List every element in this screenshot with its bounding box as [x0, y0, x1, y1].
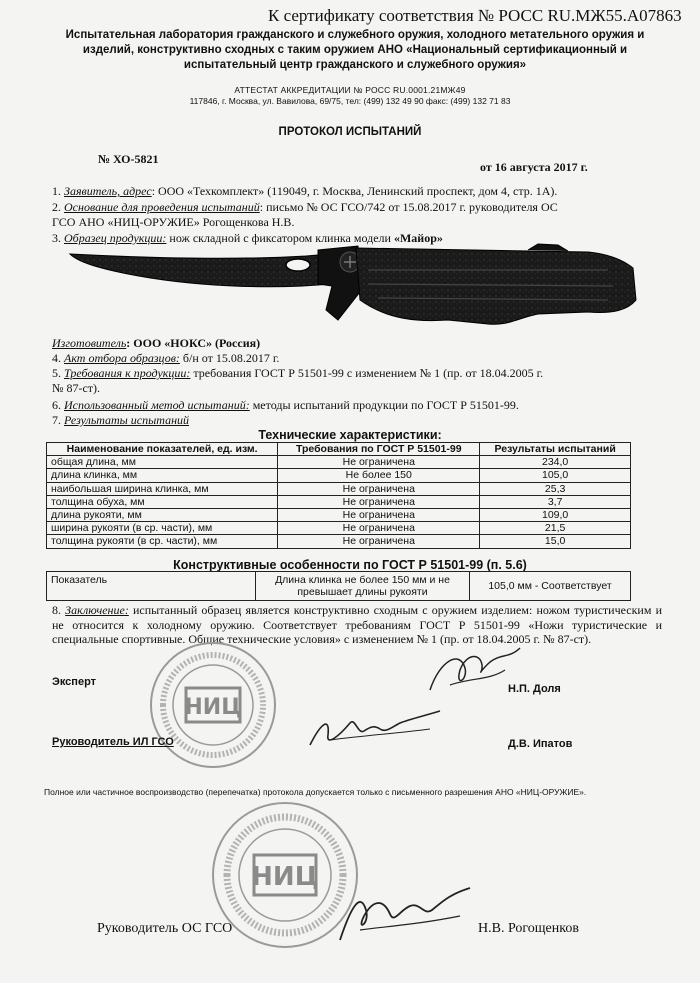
construct-col-parameter: Показатель — [47, 572, 256, 601]
protocol-number: № ХО-5821 — [98, 152, 159, 166]
sample-text: нож складной с фиксатором клинка модели — [166, 231, 394, 245]
sample-model: «Майор» — [393, 231, 443, 245]
tech-col-result: Результаты испытаний — [480, 443, 631, 456]
conclusion-text: испытанный образец является конструктивно сходным с оружием изделием: ножом туристическим и не относится к холодному оружию. Соответствует требованиям ГОСТ Р 51501-99 «Ножи туристические и специальные спортивные. Общие технические условия» с изменением № 1 (пр. от 18.04.2005 г. № 87-ст). — [52, 603, 663, 646]
basis-text: : письмо № ОС ГСО/742 от 15.08.2017 г. руководителя ОС — [259, 200, 558, 214]
row-requirement: Не ограничена — [278, 482, 480, 495]
table-row — [47, 495, 631, 508]
basis-label: Основание для проведения испытаний — [64, 200, 260, 214]
tech-col-name: Наименование показателей, ед. изм. — [47, 443, 278, 456]
row-result: 234,0 — [480, 456, 631, 469]
method-text: методы испытаний продукции по ГОСТ Р 51501-99. — [249, 398, 519, 412]
lab-address: 117846, г. Москва, ул. Вавилова, 69/75, тел: (499) 132 49 90 факс: (499) 132 71 83 — [189, 96, 511, 106]
item-sample: 3. Образец продукции: нож складной с фиксатором клинка модели «Майор» — [52, 231, 443, 245]
tech-col-requirement: Требования по ГОСТ Р 51501-99 — [278, 443, 480, 456]
item-manufacturer — [52, 336, 662, 351]
row-parameter: толщина обуха, мм — [47, 495, 278, 508]
construct-col-result: 105,0 мм - Соответствует — [470, 572, 631, 601]
laboratory-name — [60, 28, 650, 73]
method-label: Использованный метод испытаний: — [64, 398, 250, 412]
lab-head-signature — [300, 705, 450, 755]
row-result: 15,0 — [480, 535, 631, 548]
table-row — [47, 509, 631, 522]
conclusion: 8. Заключение: испытанный образец является конструктивно сходным с оружием изделием: ножом туристическим и не относится к холодному оружию. Соответствует требованиям ГОСТ Р 51501-99 «Ножи туристические и специальные спортивные. Общие технические условия» с изменением № 1 (пр. от 18.04.2005 г. № 87-ст). — [52, 603, 663, 646]
item-applicant: 1. Заявитель, адрес: ООО «Техкомплект» (119049, г. Москва, Ленинский проспект, дом 4, стр. 1А). — [52, 184, 558, 198]
item-requirements: 5. Требования к продукции: требования ГОСТ Р 51501-99 с изменением № 1 (пр. от 18.04.2005 г. № 87-ст). — [52, 366, 544, 395]
construct-heading: Конструктивные особенности по ГОСТ Р 51501-99 (п. 5.6) — [173, 558, 527, 572]
table-row — [47, 572, 631, 601]
row-requirement: Не ограничена — [278, 495, 480, 508]
certificate-reference: К сертификату соответствия № РОСС RU.МЖ55.А07863 — [268, 6, 682, 25]
stamp-center-text: НИЦ — [184, 695, 242, 720]
requirements-label: Требования к продукции: — [64, 366, 191, 380]
organization-stamp — [148, 640, 278, 770]
row-parameter: наибольшая ширина клинка, мм — [47, 482, 278, 495]
row-parameter: толщина рукояти (в ср. части), мм — [47, 535, 278, 548]
lab-line-1: Испытательная лаборатория гражданского и служебного оружия, холодного метательного оружия и — [65, 29, 645, 41]
table-row — [47, 482, 631, 495]
row-parameter: длина рукояти, мм — [47, 509, 278, 522]
row-requirement: Не ограничена — [278, 456, 480, 469]
lab-head-label: Руководитель ИЛ ГСО — [52, 736, 174, 748]
row-parameter: длина клинка, мм — [47, 469, 278, 482]
row-requirement: Не ограничена — [278, 509, 480, 522]
row-result: 21,5 — [480, 522, 631, 535]
tech-table — [46, 442, 631, 549]
item-basis: 2. Основание для проведения испытаний: письмо № ОС ГСО/742 от 15.08.2017 г. руководителя ОС ГСО АНО «НИЦ-ОРУЖИЕ» Рогощенкова Н.В. — [52, 200, 558, 229]
tech-table-header — [47, 443, 631, 456]
knife-photo — [68, 240, 648, 340]
os-head-name: Н.В. Рогощенков — [478, 921, 579, 936]
item-method: 6. Использованный метод испытаний: методы испытаний продукции по ГОСТ Р 51501-99. — [52, 398, 519, 412]
item-sampling-act: 4. Акт отбора образцов: б/н от 15.08.2017 г. — [52, 351, 280, 365]
protocol-date: от 16 августа 2017 г. — [480, 160, 588, 174]
accreditation-block — [120, 85, 580, 107]
lab-line-3: испытательный центр гражданского и служебного оружия» — [183, 59, 527, 71]
table-row — [47, 522, 631, 535]
manufacturer-label: Изготовитель — [52, 336, 127, 350]
applicant-label: Заявитель, адрес — [64, 184, 152, 198]
manufacturer-text: : ООО «НОКС» (Россия) — [126, 336, 261, 350]
sampling-act-text: б/н от 15.08.2017 г. — [179, 351, 280, 365]
construct-col-requirement: Длина клинка не более 150 мм и не превышает длины рукояти — [256, 572, 470, 601]
sampling-act-label: Акт отбора образцов: — [64, 351, 180, 365]
sample-label: Образец продукции: — [64, 231, 167, 245]
expert-name: Н.П. Доля — [508, 683, 561, 695]
results-label: Результаты испытаний — [64, 413, 190, 427]
os-head-label: Руководитель ОС ГСО — [97, 921, 233, 936]
table-row — [47, 469, 631, 482]
os-head-signature — [320, 880, 480, 950]
expert-label: Эксперт — [52, 676, 97, 688]
reproduction-note: Полное или частичное воспроизводство (перепечатка) протокола допускается только с письменного разрешения АНО «НИЦ-ОРУЖИЕ». — [44, 787, 587, 797]
row-parameter: ширина рукояти (в ср. части), мм — [47, 522, 278, 535]
applicant-text: : ООО «Техкомплект» (119049, г. Москва, Ленинский проспект, дом 4, стр. 1А). — [151, 184, 558, 198]
requirements-text-2: № 87-ст). — [52, 380, 101, 395]
construct-table — [46, 571, 631, 601]
lab-head-name: Д.В. Ипатов — [508, 738, 573, 750]
table-row — [47, 456, 631, 469]
accreditation-number: АТТЕСТАТ АККРЕДИТАЦИИ № РОСС RU.0001.21МЖ49 — [234, 85, 466, 95]
row-result: 109,0 — [480, 509, 631, 522]
tech-heading: Технические характеристики: — [258, 428, 442, 442]
row-requirement: Не более 150 — [278, 469, 480, 482]
row-parameter: общая длина, мм — [47, 456, 278, 469]
conclusion-label: Заключение: — [65, 603, 129, 617]
basis-text-2: ГСО АНО «НИЦ-ОРУЖИЕ» Рогощенкова Н.В. — [52, 214, 295, 229]
lab-line-2: изделий, конструктивно сходных с таким оружием АНО «Национальный сертификационный и — [82, 44, 628, 56]
item-results: 7. Результаты испытаний — [52, 413, 190, 427]
row-result: 105,0 — [480, 469, 631, 482]
stamp2-center-text: НИЦ — [251, 862, 319, 892]
row-result: 3,7 — [480, 495, 631, 508]
row-result: 25,3 — [480, 482, 631, 495]
table-row — [47, 535, 631, 548]
requirements-text: требования ГОСТ Р 51501-99 с изменением № 1 (пр. от 18.04.2005 г. — [190, 366, 544, 380]
page-title: ПРОТОКОЛ ИСПЫТАНИЙ — [278, 126, 422, 138]
row-requirement: Не ограничена — [278, 535, 480, 548]
row-requirement: Не ограничена — [278, 522, 480, 535]
